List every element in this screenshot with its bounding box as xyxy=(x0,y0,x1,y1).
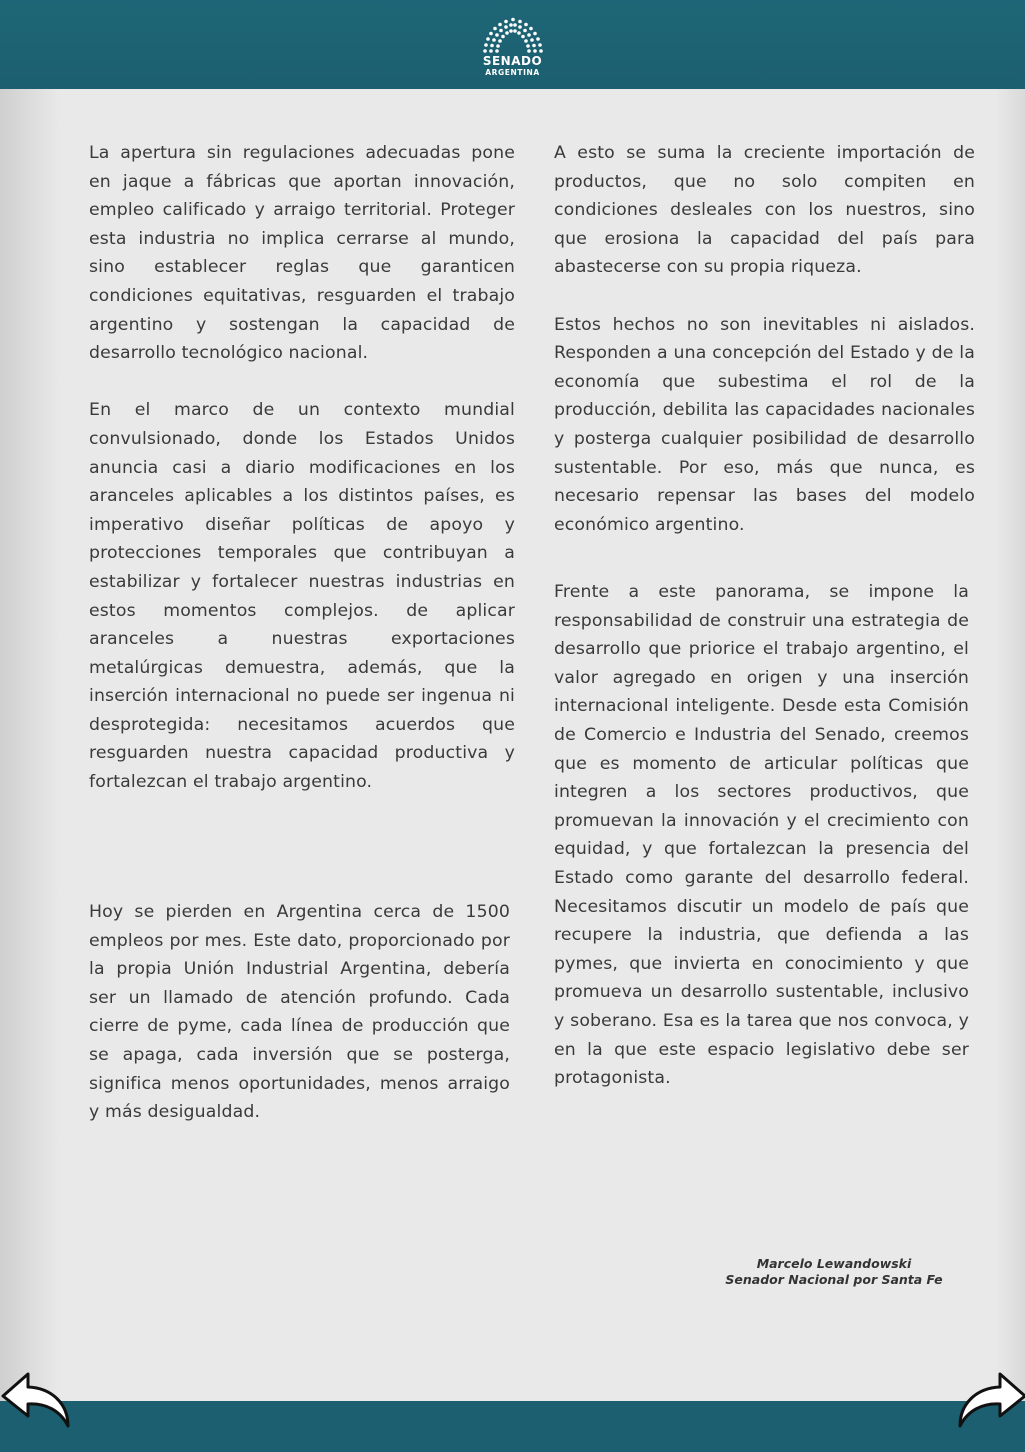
page-edge-shadow xyxy=(0,0,60,1452)
paragraph: Frente a este panorama, se impone la responsabilidad de construir una estrategia de desarrollo que priorice el trabajo argentino, el valor agregado en origen y una inserción internacional inteligente. Desde esta Comisión de Comercio e Industria del Senado, creemos que es momento de articular políticas que integren a los sectores productivos, que promuevan la innovación y el crecimiento con equidad, y que fortalezcan la presencia del Estado como garante del desarrollo federal. Necesitamos discutir un modelo de país que recupere la industria, que defienda a las pymes, que invierta en conocimiento y que promueva un desarrollo sustentable, inclusivo y soberano. Esa es la tarea que nos convoca, y en la que este espacio legislativo debe ser protagonista. xyxy=(554,582,969,1089)
logo-subword: ARGENTINA xyxy=(485,68,540,77)
paragraph: En el marco de un contexto mundial convulsionado, donde los Estados Unidos anuncia casi a diario modificaciones en los aranceles aplicables a los distintos países, es imperativo diseñar políticas de apoyo y protecciones temporales que contribuyan a estabilizar y fortalecer nuestras industrias en estos momentos complejos. de aplicar aranceles a nuestras exportaciones metalúrgicas demuestra, además, que la inserción internacional no puede ser ingenua ni desprotegida: necesitamos acuerdos que resguarden nuestra capacidad productiva y fortalezcan el trabajo argentino. xyxy=(89,400,515,793)
arrow-left-icon[interactable] xyxy=(0,1370,72,1432)
paragraph: A esto se suma la creciente importación de productos, que no solo compiten en condiciones desleales con los nuestros, sino que erosiona la capacidad del país para abastecerse con su propia riqueza. xyxy=(554,143,975,278)
footer-bar xyxy=(0,1401,1025,1452)
hemicycle-icon xyxy=(479,16,547,54)
left-column-top xyxy=(89,139,515,797)
header-bar xyxy=(0,0,1025,89)
right-column-bottom xyxy=(554,578,969,1093)
paragraph: Hoy se pierden en Argentina cerca de 1500 empleos por mes. Este dato, proporcionado por la propia Unión Industrial Argentina, debería ser un llamado de atención profundo. Cada cierre de pyme, cada línea de producción que se apaga, cada inversión que se posterga, significa menos oportunidades, menos arraigo y más desigualdad. xyxy=(89,902,510,1123)
paragraph: Estos hechos no son inevitables ni aislados. Responden a una concepción del Estado y de la economía que subestima el rol de la producción, debilita las capacidades nacionales y posterga cualquier posibilidad de desarrollo sustentable. Por eso, más que nunca, es necesario repensar las bases del modelo económico argentino. xyxy=(554,314,975,535)
right-column-top xyxy=(554,139,975,539)
signature-name: Marcelo Lewandowski xyxy=(756,1256,912,1271)
signature-block xyxy=(700,1256,968,1288)
signature-title: Senador Nacional por Santa Fe xyxy=(725,1272,943,1287)
left-column-bottom xyxy=(89,898,510,1127)
paragraph: La apertura sin regulaciones adecuadas pone en jaque a fábricas que aportan innovación, empleo calificado y arraigo territorial. Proteger esta industria no implica cerrarse al mundo, sino establecer reglas que garanticen condiciones equitativas, resguarden el trabajo argentino y sostengan la capacidad de desarrollo tecnológico nacional. xyxy=(89,143,515,364)
senado-logo xyxy=(0,16,1025,77)
page-edge-shadow-right xyxy=(995,0,1025,1452)
logo-word: SENADO xyxy=(482,54,543,68)
arrow-right-icon[interactable] xyxy=(956,1370,1025,1432)
